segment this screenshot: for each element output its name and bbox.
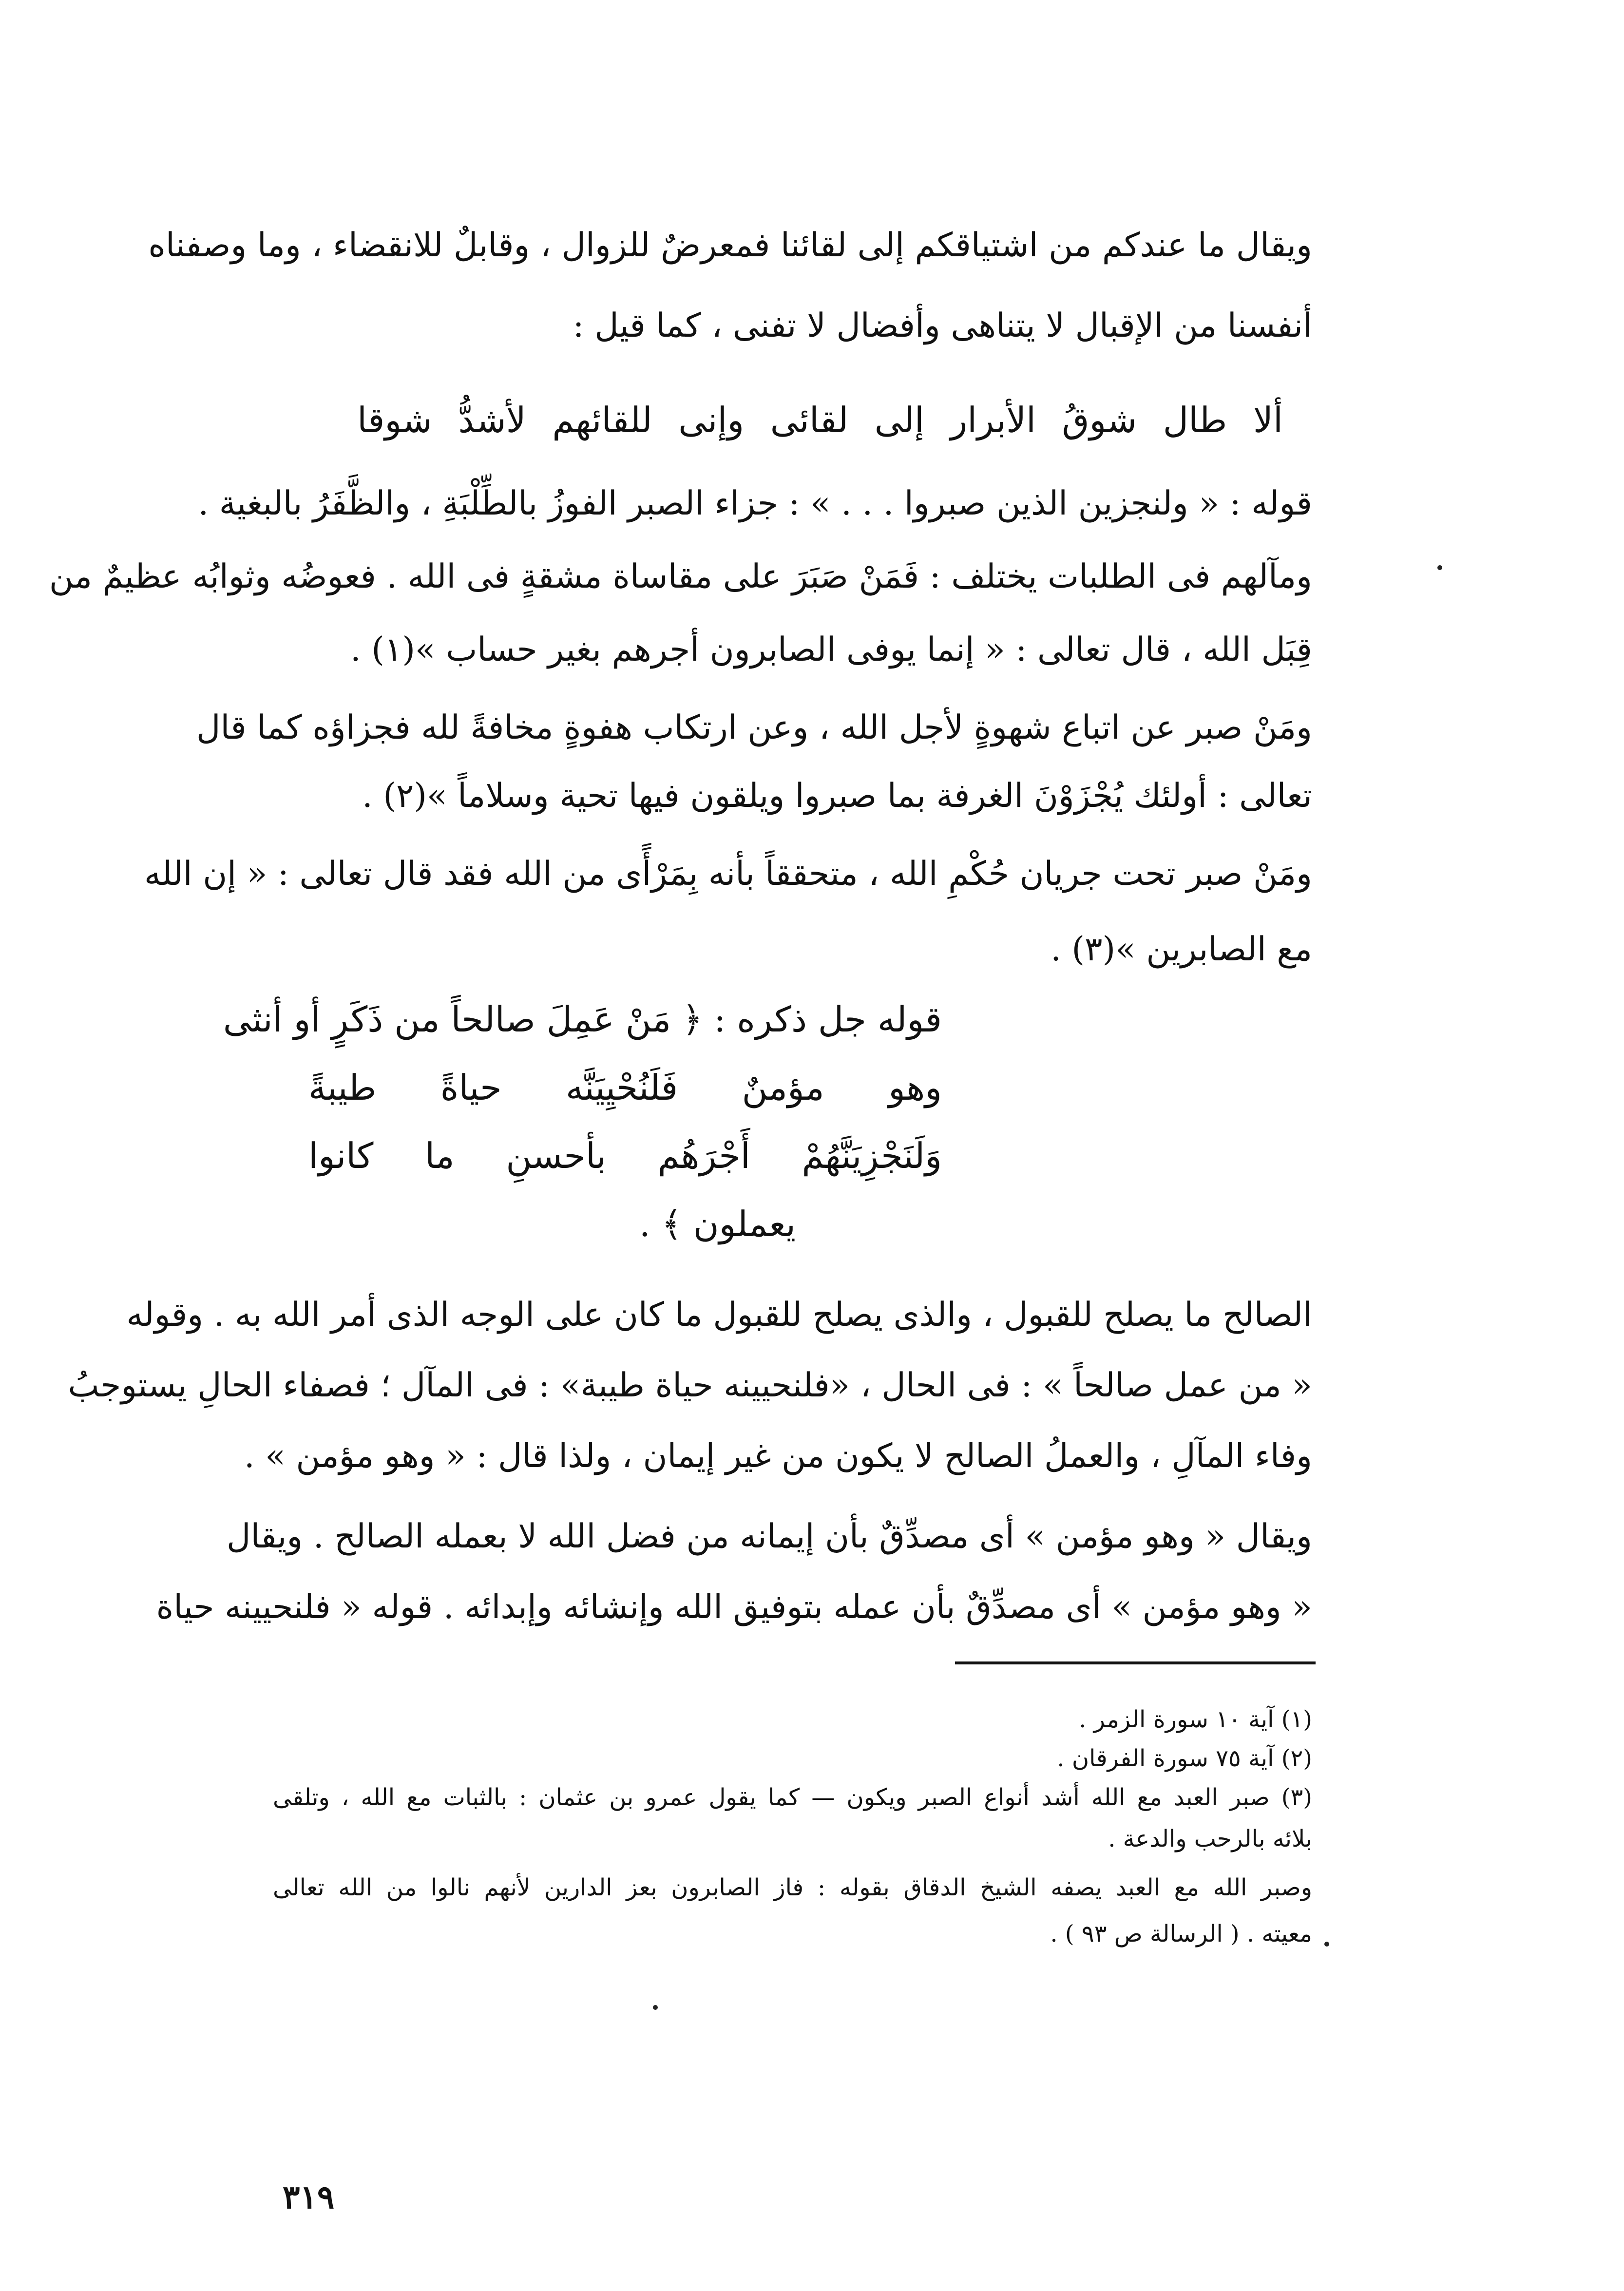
quran-verse-line: وَلَنَجْزِيَنَّهُمْ أَجْرَهُم بأحسنِ ما كانوا	[308, 1135, 942, 1176]
quran-verse-line: قوله جل ذكره : ﴿ مَنْ عَمِلَ صالحاً من ذَكَرٍ أو أنثى	[223, 999, 942, 1040]
footnote: (١) آية ١٠ سورة الزمر .	[1079, 1706, 1312, 1733]
text-line: وفاء المآلِ ، والعملُ الصالح لا يكون من غير إيمان ، ولذا قال : « وهو مؤمن » .	[244, 1437, 1312, 1475]
quran-verse-line: يعملون ﴾ .	[639, 1203, 796, 1244]
scan-speck	[1324, 1942, 1329, 1947]
text-line: تعالى : أولئك يُجْزَوْنَ الغرفة بما صبروا ويلقون فيها تحية وسلاماً »(٢) .	[362, 777, 1312, 815]
text-line: ويقال « وهو مؤمن » أى مصدِّقٌ بأن إيمانه من فضل الله لا بعمله الصالح . ويقال	[226, 1517, 1312, 1556]
text-line: قوله : « ولنجزين الذين صبروا . . . » : جزاء الصبر الفوزُ بالطِّلْبَةِ ، والظَّفَرُ بالبغية .	[198, 484, 1312, 523]
text-line: ويقال ما عندكم من اشتياقكم إلى لقائنا فمعرضٌ للزوال ، وقابلٌ للانقضاء ، وما وصفناه	[148, 226, 1312, 265]
text-line: « من عمل صالحاً » : فى الحال ، «فلنحيينه حياة طيبة» : فى المآل ؛ فصفاء الحالِ يستوجبُ	[68, 1366, 1312, 1405]
footnote: بلائه بالرحب والدعة .	[1108, 1825, 1312, 1852]
footnote-separator	[955, 1661, 1316, 1664]
text-line: « وهو مؤمن » أى مصدِّقٌ بأن عمله بتوفيق الله وإنشائه وإبدائه . قوله « فلنحيينه حياة	[156, 1588, 1312, 1626]
text-line: قِبَل الله ، قال تعالى : « إنما يوفى الصابرون أجرهم بغير حساب »(١) .	[350, 630, 1312, 669]
footnote: وصبر الله مع العبد يصفه الشيخ الدقاق بقوله : فاز الصابرون بعز الدارين لأنهم نالوا من الله تعالى	[273, 1874, 1312, 1901]
text-line: ومآلهم فى الطلبات يختلف : فَمَنْ صَبَرَ على مقاساة مشقةٍ فى الله . فعوضُه وثوابُه عظيمٌ من	[49, 557, 1312, 596]
footnote: (٣) صبر العبد مع الله أشد أنواع الصبر ويكون — كما يقول عمرو بن عثمان : بالثبات مع الله ، وتلقى	[273, 1784, 1312, 1811]
poetry-verse: ألا طال شوقُ الأبرار إلى لقائى وإنى للقائهم لأشدُّ شوقا	[357, 400, 1283, 440]
text-line: ومَنْ صبر تحت جريان حُكْمِ الله ، متحققاً بأنه بِمَرْأًى من الله فقد قال تعالى : « إن الله	[144, 855, 1312, 893]
text-line: ومَنْ صبر عن اتباع شهوةٍ لأجل الله ، وعن ارتكاب هفوةٍ مخافةً لله فجزاؤه كما قال	[196, 708, 1312, 747]
scan-speck	[1437, 565, 1442, 570]
text-line: الصالح ما يصلح للقبول ، والذى يصلح للقبول ما كان على الوجه الذى أمر الله به . وقوله	[126, 1296, 1312, 1334]
page-number: ٣١٩	[283, 2178, 335, 2216]
quran-verse-line: وهو مؤمنٌ فَلَنُحْيِيَنَّه حياةً طيبةً	[308, 1067, 942, 1108]
text-line: مع الصابرين »(٣) .	[1051, 930, 1312, 969]
footnote: (٢) آية ٧٥ سورة الفرقان .	[1057, 1745, 1312, 1772]
text-line: أنفسنا من الإقبال لا يتناهى وأفضال لا تفنى ، كما قيل :	[573, 306, 1312, 345]
scan-speck	[653, 2005, 658, 2010]
footnote: معيته . ( الرسالة ص ٩٣ ) .	[1050, 1920, 1312, 1947]
